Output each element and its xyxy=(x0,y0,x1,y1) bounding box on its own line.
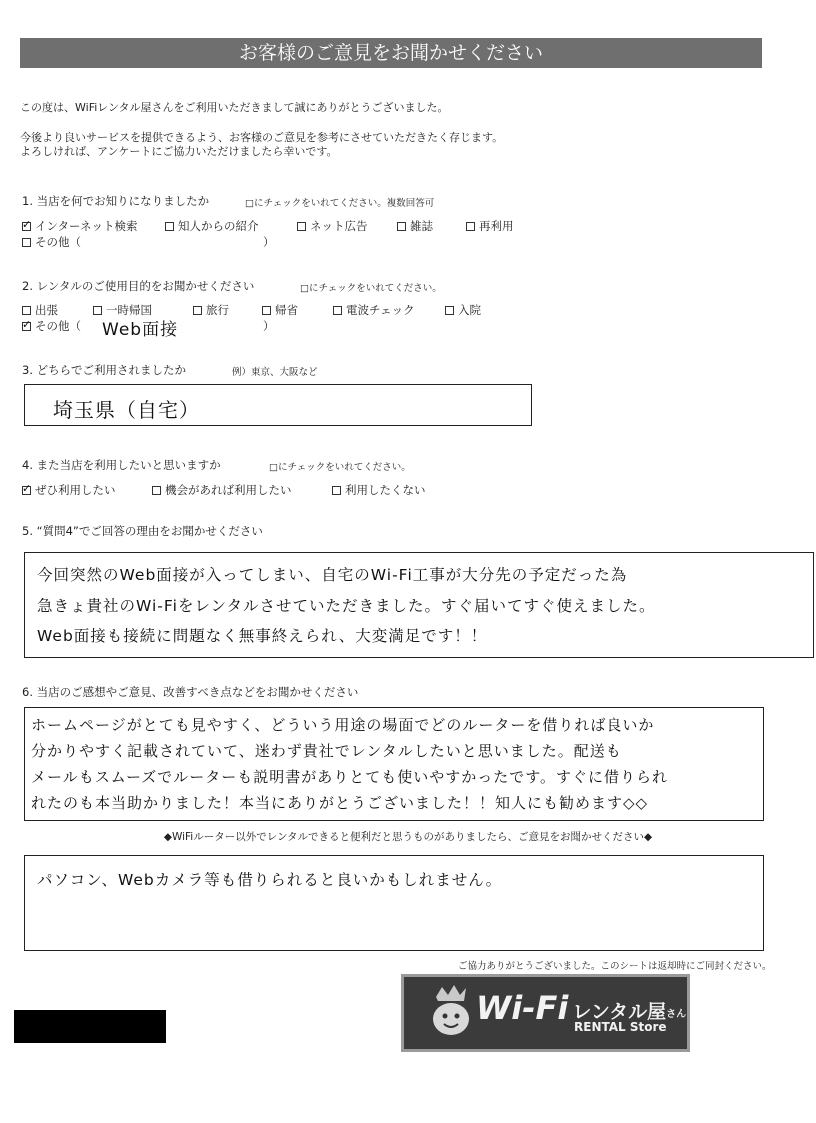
q1-title: 1. 当店を何でお知りになりましたか xyxy=(22,194,210,208)
q2-option-business[interactable] xyxy=(22,302,58,318)
q6-answer-line-1: ホームページがとても見やすく、どういう用途の場面でどのルーターを借りれば良いか xyxy=(31,716,655,734)
option-label: 機会があれば利用したい xyxy=(165,483,292,497)
q2-other-answer: Web面接 xyxy=(102,320,179,340)
option-label: ネット広告 xyxy=(310,219,368,233)
q2-note: □にチェックをいれてください。 xyxy=(300,283,442,294)
redaction-block xyxy=(14,1010,166,1043)
q7-answer: パソコン、Webカメラ等も借りられると良いかもしれません。 xyxy=(37,871,503,889)
logo-en-text: RENTAL Store xyxy=(574,1020,667,1034)
checkbox[interactable] xyxy=(152,486,161,495)
q4-option-definitely[interactable] xyxy=(22,482,116,498)
checkbox-checked[interactable] xyxy=(22,486,31,495)
q6-answer-box[interactable] xyxy=(24,707,764,821)
q5-answer-line-3: Web面接も接続に問題なく無事終えられ、大変満足です！！ xyxy=(37,627,488,645)
page-title: お客様のご意見をお聞かせください xyxy=(20,38,762,68)
q2-option-signal-check[interactable] xyxy=(333,302,415,318)
intro-line-1: この度は、WiFiレンタル屋さんをご利用いただきまして誠にありがとうございました。 xyxy=(20,101,449,114)
checkbox[interactable] xyxy=(22,306,31,315)
checkbox[interactable] xyxy=(397,222,406,231)
checkbox[interactable] xyxy=(165,222,174,231)
option-label: 一時帰国 xyxy=(106,303,152,317)
q2-option-hospital[interactable] xyxy=(445,302,481,318)
option-label: 利用したくない xyxy=(345,483,426,497)
q4-option-no[interactable] xyxy=(332,482,426,498)
checkbox[interactable] xyxy=(22,238,31,247)
q3-answer: 埼玉県（自宅） xyxy=(53,398,200,422)
q1-option-other[interactable] xyxy=(22,234,81,250)
mascot-icon xyxy=(426,983,474,1043)
checkbox[interactable] xyxy=(333,306,342,315)
q5-answer-line-2: 急きょ貴社のWi-Fiをレンタルさせていただきました。すぐ届いてすぐ使えました。 xyxy=(37,597,656,615)
q3-title: 3. どちらでご利用されましたか xyxy=(22,363,187,377)
q1-option-internet[interactable] xyxy=(22,218,137,234)
intro-line-2: 今後より良いサービスを提供できるよう、お客様のご意見を参考にさせていただきたく存じます。 xyxy=(20,131,504,144)
checkbox[interactable] xyxy=(262,306,271,315)
q7-answer-box[interactable] xyxy=(24,855,764,951)
q4-note: □にチェックをいれてください。 xyxy=(269,462,411,473)
q7-title: ◆WiFiルーター以外でレンタルできると便利だと思うものがありましたら、ご意見をお聞かせください◆ xyxy=(163,831,653,843)
checkbox[interactable] xyxy=(466,222,475,231)
q2-option-other[interactable] xyxy=(22,318,81,334)
option-label: 知人からの紹介 xyxy=(178,219,259,233)
logo-jp-text: レンタル屋 xyxy=(572,1001,667,1023)
option-label: 旅行 xyxy=(206,303,229,317)
option-label: その他（ xyxy=(35,235,81,249)
q3-answer-box[interactable] xyxy=(24,384,532,426)
q2-option-travel[interactable] xyxy=(193,302,229,318)
checkbox[interactable] xyxy=(93,306,102,315)
q1-option-referral[interactable] xyxy=(165,218,259,234)
q1-option-ad[interactable] xyxy=(297,218,368,234)
q2-other-close: ） xyxy=(263,319,275,333)
q1-note: □にチェックをいれてください。複数回答可 xyxy=(245,198,435,209)
q2-option-homecoming[interactable] xyxy=(262,302,298,318)
option-label: ぜひ利用したい xyxy=(35,483,116,497)
q4-option-maybe[interactable] xyxy=(152,482,292,498)
q2-title: 2. レンタルのご使用目的をお聞かせください xyxy=(22,279,255,293)
option-label: 電波チェック xyxy=(346,303,415,317)
q5-answer-box[interactable] xyxy=(24,552,814,658)
q6-answer-line-3: メールもスムーズでルーターも説明書がありとても使いやすかったです。すぐに借りられ xyxy=(31,768,669,786)
q6-title: 6. 当店のご感想やご意見、改善すべき点などをお聞かせください xyxy=(22,685,359,699)
q1-option-reuse[interactable] xyxy=(466,218,514,234)
q6-answer-line-2: 分かりやすく記載されていて、迷わず貴社でレンタルしたいと思いました。配送も xyxy=(31,742,622,760)
q1-option-magazine[interactable] xyxy=(397,218,433,234)
option-label: インターネット検索 xyxy=(35,219,138,233)
q4-title: 4. また当店を利用したいと思いますか xyxy=(22,458,221,472)
footer-thanks: ご協力ありがとうございました。このシートは返却時にご同封ください。 xyxy=(458,961,772,972)
option-label: 雑誌 xyxy=(410,219,433,233)
wifi-rental-logo xyxy=(401,974,690,1052)
q5-answer-line-1: 今回突然のWeb面接が入ってしまい、自宅のWi-Fi工事が大分先の予定だった為 xyxy=(37,566,628,584)
checkbox[interactable] xyxy=(297,222,306,231)
checkbox-checked[interactable] xyxy=(22,322,31,331)
option-label: 出張 xyxy=(35,303,58,317)
option-label: その他（ xyxy=(35,319,81,333)
intro-line-3: よろしければ、アンケートにご協力いただけましたら幸いです。 xyxy=(20,145,338,158)
option-label: 入院 xyxy=(458,303,481,317)
logo-wifi-text: Wi-Fi xyxy=(476,989,569,1027)
checkbox[interactable] xyxy=(332,486,341,495)
q6-answer-line-4: れたのも本当助かりました！本当にありがとうございました！！知人にも勧めます◇◇ xyxy=(31,794,649,812)
q3-note: 例）東京、大阪など xyxy=(232,367,318,378)
option-label: 再利用 xyxy=(479,219,514,233)
q5-title: 5. “質問4”でご回答の理由をお聞かせください xyxy=(22,524,263,538)
checkbox[interactable] xyxy=(193,306,202,315)
checkbox-checked[interactable] xyxy=(22,222,31,231)
logo-san-text: さん xyxy=(666,1009,687,1020)
option-label: 帰省 xyxy=(275,303,298,317)
q1-other-close: ） xyxy=(263,235,275,249)
checkbox[interactable] xyxy=(445,306,454,315)
